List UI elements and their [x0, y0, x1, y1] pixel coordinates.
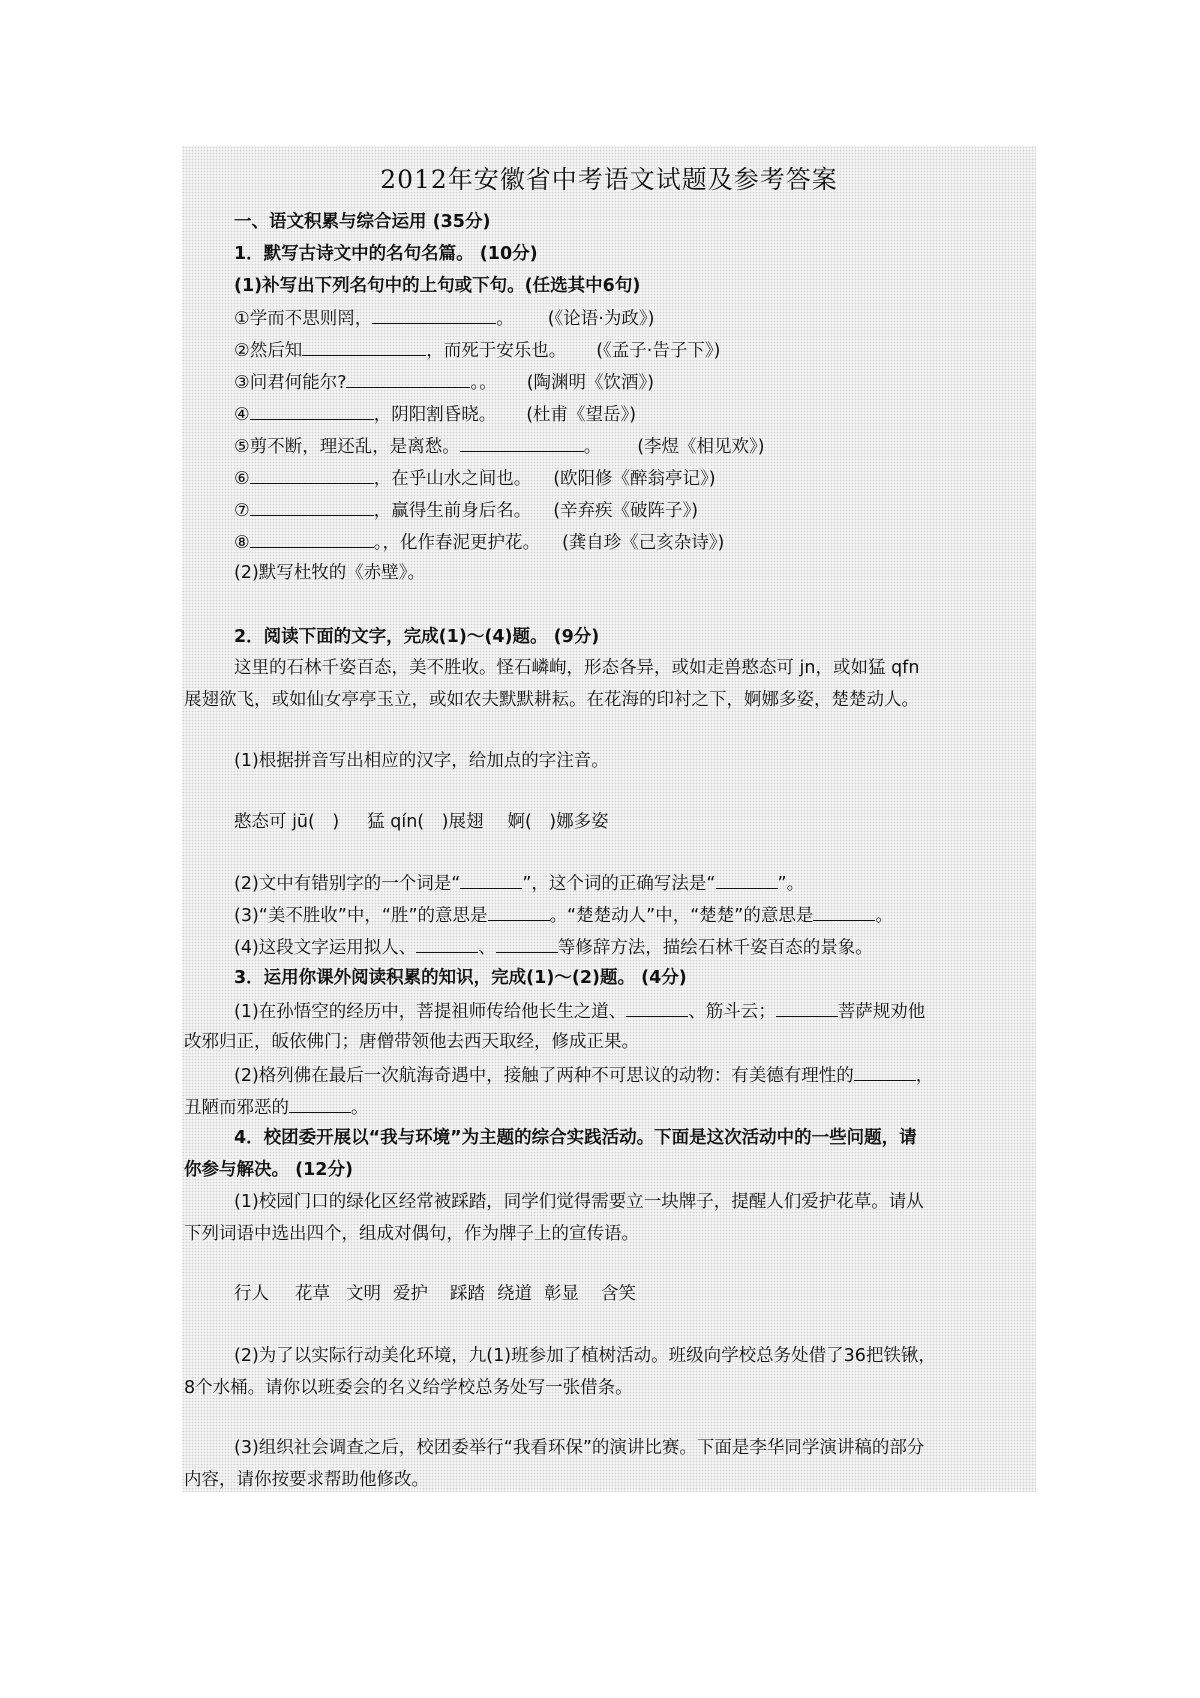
answer-blank[interactable] [250, 497, 374, 516]
q4-word-list [234, 1282, 1028, 1306]
item-text: ，阴阳割昏晓。 [373, 405, 497, 425]
answer-blank[interactable] [854, 1062, 916, 1081]
item-source: (龚自珍《己亥杂诗》) [561, 533, 725, 553]
item-source: (陶渊明《饮酒》) [526, 373, 655, 393]
answer-blank[interactable] [626, 998, 688, 1017]
page-title: 2012年安徽省中考语文试题及参考答案 [380, 165, 838, 194]
word-option: 爱护 [393, 1284, 428, 1304]
q4-sub1-line-1: (1)校园门口的绿化区经常被踩踏，同学们觉得需要立一块牌子，提醒人们爱护花草。请从 [234, 1192, 924, 1212]
item-text: ，而死于安乐也。 [426, 341, 567, 361]
item-text: ①学而不思则罔， [234, 309, 373, 329]
q1-item-7 [234, 497, 1028, 523]
q1-item-4 [234, 401, 1028, 427]
q1-item-8 [234, 529, 1028, 555]
q4-sub2-line-1: (2)为了以实际行动美化环境，九(1)班参加了植树活动。班级向学校总务处借了36把铁锹， [234, 1346, 936, 1366]
q3-sub2-text: ， [915, 1066, 934, 1086]
q2-sub3-text: 。“楚楚动人”中，“楚楚”的意思是 [549, 906, 814, 926]
q2-sub4-text: (4)这段文字运用拟人、 [234, 938, 417, 958]
q4-heading-line-2: 你参与解决。 (12分) [184, 1160, 353, 1180]
answer-blank[interactable] [346, 369, 470, 388]
q3-sub1-line-2: 改邪归正，皈依佛门；唐僧带领他去西天取经，修成正果。 [184, 1032, 639, 1052]
word-option: 踩踏 [450, 1284, 485, 1304]
item-text: ，赢得生前身后名。 [373, 501, 532, 521]
q3-sub1-text: (1)在孙悟空的经历中，菩提祖师传给他长生之道、 [234, 1002, 627, 1022]
word-option: 含笑 [601, 1284, 636, 1304]
q2-sub2-text: ”。 [777, 874, 805, 894]
item-source: (杜甫《望岳》) [526, 405, 637, 425]
q1-heading: 1．默写古诗文中的名句名篇。 (10分) [234, 244, 538, 264]
q3-sub1-text: 菩萨规劝他 [837, 1002, 926, 1022]
q3-sub1-text: 、筋斗云； [688, 1002, 776, 1022]
q3-sub1-line-1 [234, 998, 1028, 1024]
q4-sub3-line-1: (3)组织社会调查之后，校团委举行“我看环保”的演讲比赛。下面是李华同学演讲稿的部分 [234, 1438, 925, 1458]
answer-blank[interactable] [372, 305, 496, 324]
item-source: (李煜《相见欢》) [637, 437, 765, 457]
answer-blank[interactable] [496, 934, 558, 953]
q2-sub4-text: 等修辞方法，描绘石林千姿百态的景象。 [557, 938, 873, 958]
q1-item-2 [234, 337, 1028, 363]
q4-sub2-line-2: 8个水桶。请你以班委会的名义给学校总务处写一张借条。 [184, 1378, 633, 1398]
item-text: ，在乎山水之间也。 [373, 469, 532, 489]
q3-sub2-text: (2)格列佛在最后一次航海奇遇中，接触了两种不可思议的动物：有美德有理性的 [234, 1066, 854, 1086]
word-option: 花草 [295, 1284, 330, 1304]
q2-sub2-text: ”，这个词的正确写法是“ [522, 874, 716, 894]
answer-blank[interactable] [250, 529, 374, 548]
q1-item-6 [234, 465, 1028, 491]
q3-sub2-line-1 [234, 1062, 1028, 1088]
q2-pinyin-row [234, 810, 1028, 834]
item-text: 。 [496, 309, 514, 329]
answer-blank[interactable] [488, 902, 550, 921]
q2-sub2-text: (2)文中有错别字的一个词是“ [234, 874, 461, 894]
q1-item-3 [234, 369, 1028, 395]
q2-passage-line-2: 展翅欲飞，或如仙女亭亭玉立，或如农夫默默耕耘。在花海的印衬之下，婀娜多姿，楚楚动人。 [184, 690, 919, 710]
item-text: 。。 [470, 373, 497, 393]
item-source: (辛弃疾《破阵子》) [553, 501, 699, 521]
q2-heading: 2．阅读下面的文字，完成(1)～(4)题。 (9分) [234, 627, 600, 647]
q4-sub1-line-2: 下列词语中选出四个，组成对偶句，作为牌子上的宣传语。 [184, 1224, 639, 1244]
word-option: 文明 [346, 1284, 381, 1304]
item-text: ②然后知 [234, 341, 303, 361]
q2-sub2 [234, 870, 1028, 896]
item-text: 。 [583, 437, 602, 457]
item-text: ⑥ [234, 469, 250, 489]
item-source: (《论语·为政》) [547, 309, 655, 329]
item-source: (《孟子·告子下》) [596, 341, 721, 361]
q2-sub3-text: (3)“美不胜收”中，“胜”的意思是 [234, 906, 488, 926]
item-text: 。，化作春泥更护花。 [373, 533, 540, 553]
answer-blank[interactable] [460, 870, 522, 889]
word-option: 绕道 [497, 1284, 532, 1304]
pinyin-item: 婀( )娜多姿 [507, 812, 609, 832]
item-text: ④ [234, 405, 250, 425]
answer-blank[interactable] [250, 465, 374, 484]
q3-sub2-line-2 [184, 1094, 1028, 1120]
answer-blank[interactable] [302, 337, 426, 356]
exam-paper [182, 146, 1036, 1492]
pinyin-item: 猛 qín( )展翅 [367, 812, 484, 832]
answer-blank[interactable] [250, 401, 374, 420]
item-text: ③问君何能尔? [234, 373, 347, 393]
q3-heading: 3．运用你课外阅读积累的知识，完成(1)～(2)题。 (4分) [234, 968, 687, 988]
q1-item-5 [234, 433, 1028, 459]
q1-sub1: (1)补写出下列名句中的上句或下句。(任选其中6句) [234, 276, 641, 296]
q3-sub2-text: 丑陋而邪恶的 [184, 1098, 289, 1118]
word-option: 彰显 [544, 1284, 579, 1304]
q3-sub2-text: 。 [351, 1098, 369, 1118]
item-source: (欧阳修《醉翁亭记》) [553, 469, 716, 489]
q4-sub3-line-2: 内容，请你按要求帮助他修改。 [184, 1470, 429, 1490]
q1-sub2: (2)默写杜牧的《赤壁》。 [234, 563, 426, 583]
answer-blank[interactable] [460, 433, 584, 452]
item-text: ⑦ [234, 501, 250, 521]
answer-blank[interactable] [416, 934, 478, 953]
q2-sub4 [234, 934, 1028, 960]
q2-passage-line-1: 这里的石林千姿百态，美不胜收。怪石嶙峋，形态各异，或如走兽憨态可 jn，或如猛 qfn [234, 658, 920, 678]
pinyin-item: 憨态可 jū( ) [234, 812, 340, 832]
answer-blank[interactable] [289, 1094, 351, 1113]
answer-blank[interactable] [776, 998, 838, 1017]
section-heading: 一、语文积累与综合运用 (35分) [234, 212, 491, 232]
item-text: ⑤剪不断，理还乱，是离愁。 [234, 437, 460, 457]
answer-blank[interactable] [716, 870, 778, 889]
q1-item-1 [234, 305, 1028, 331]
q2-sub3-text: 。 [875, 906, 893, 926]
item-text: ⑧ [234, 533, 250, 553]
q2-sub4-text: 、 [478, 938, 496, 958]
q2-sub3 [234, 902, 1028, 928]
q2-sub1: (1)根据拼音写出相应的汉字，给加点的字注音。 [234, 751, 609, 771]
word-option: 行人 [234, 1284, 269, 1304]
answer-blank[interactable] [813, 902, 875, 921]
q4-heading-line-1: 4．校团委开展以“我与环境”为主题的综合实践活动。下面是这次活动中的一些问题，请 [234, 1128, 917, 1148]
